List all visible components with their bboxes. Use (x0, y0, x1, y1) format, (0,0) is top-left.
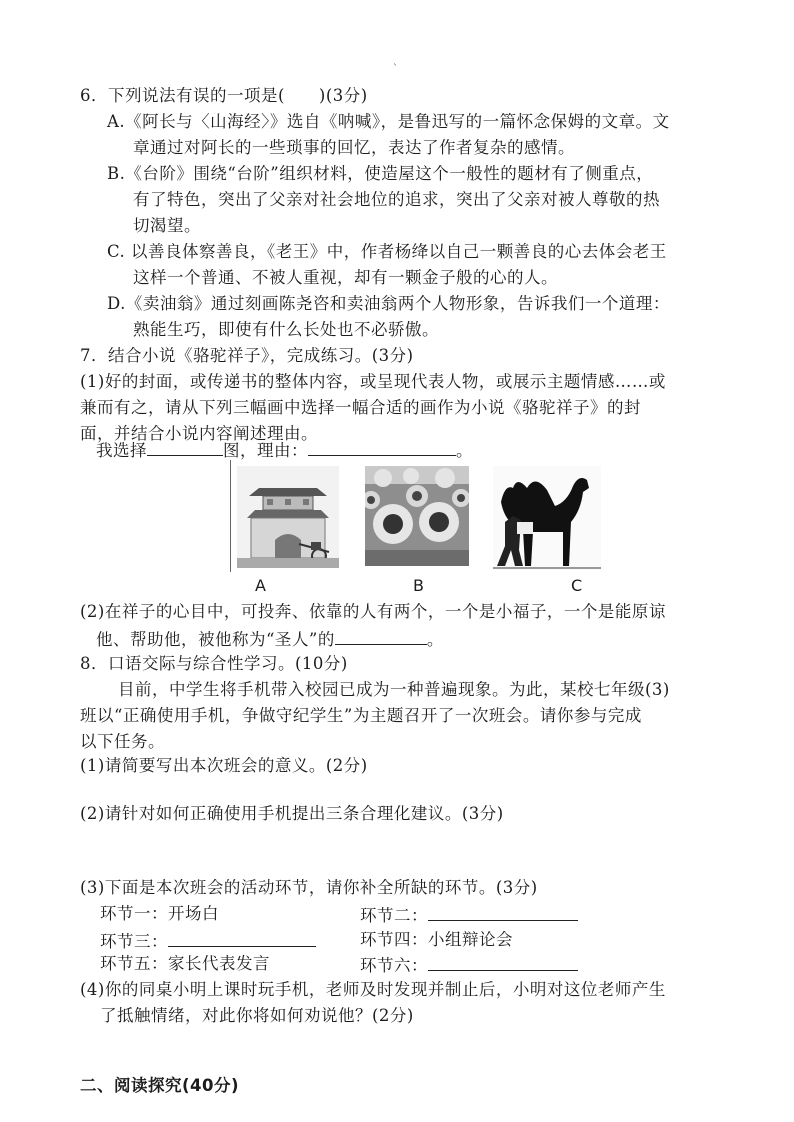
q8-intro-line2: 班以“正确使用手机，争做守纪学生”为主题召开了一次班会。请你参与完成 (80, 706, 642, 725)
q8-intro-line1: 目前，中学生将手机带入校园已成为一种普遍现象。为此，某校七年级(3) (118, 680, 670, 699)
stray-mark: ` (393, 64, 398, 75)
link-5 (100, 952, 270, 976)
picture-label-c: C (571, 576, 583, 595)
q6-option-a-line2: 章通过对阿长的一些琐事的回忆，表达了作者复杂的感情。 (133, 138, 575, 157)
q7-part2-prefix: 他、帮助他，被他称为“圣人”的 (96, 630, 335, 649)
link-1-label: 环节一： (100, 904, 168, 923)
q6-option-b-line2: 有了特色，突出了父亲对社会地位的追求，突出了父亲对被人尊敬的热 (133, 190, 660, 209)
link-5-label: 环节五： (100, 954, 168, 973)
city-gate-rickshaw-picture (237, 466, 339, 568)
link-6-blank[interactable] (428, 952, 578, 971)
link-4 (360, 928, 513, 952)
q6-stem: 6．下列说法有误的一项是( )(3分) (80, 86, 368, 105)
link-1 (100, 902, 219, 926)
link-3 (100, 928, 316, 954)
q7-choose-end: 。 (456, 441, 473, 460)
q7-stem: 7．结合小说《骆驼祥子》，完成练习。(3分) (80, 346, 414, 365)
q8-sub2: (2)请针对如何正确使用手机提出三条合理化建议。(3分) (80, 804, 504, 823)
q8-intro-line3: 以下任务。 (80, 732, 165, 751)
q6-option-a-line1: A.《阿长与〈山海经〉》选自《呐喊》，是鲁迅写的一篇怀念保姆的文章。文 (107, 112, 670, 131)
q6-option-d-line2: 熟能生巧，即使有什么长处也不必骄傲。 (133, 320, 439, 339)
q6-option-d-line1: D.《卖油翁》通过刻画陈尧咨和卖油翁两个人物形象，告诉我们一个道理： (107, 294, 670, 313)
sunflowers-picture (365, 466, 469, 566)
link-3-label: 环节三： (100, 932, 168, 951)
q7-saint-blank[interactable] (335, 626, 427, 645)
q6-option-c-line1: C. 以善良体察善良，《老王》中，作者杨绛以自己一颗善良的心去体会老王 (107, 242, 667, 261)
q7-part1-line3: 面，并结合小说内容阐述理由。 (80, 424, 318, 443)
q8-sub4-line2: 了抵触情绪，对此你将如何劝说他？(2分) (100, 1006, 414, 1025)
link-2-blank[interactable] (428, 902, 578, 921)
link-2 (360, 902, 578, 928)
cover-options-figure (230, 460, 603, 572)
q7-part2-line1: (2)在祥子的心目中，可投奔、依靠的人有两个，一个是小福子，一个是能原谅 (80, 602, 666, 621)
q8-stem: 8．口语交际与综合性学习。(10分) (80, 654, 348, 673)
q7-part2-line2 (96, 626, 444, 652)
q8-sub4-line1: (4)你的同桌小明上课时玩手机，老师及时发现并制止后，小明对这位老师产生 (80, 980, 666, 999)
link-1-value: 开场白 (168, 904, 219, 923)
section-2-title: 二、阅读探究(40分) (80, 1076, 240, 1095)
q8-sub3: (3)下面是本次班会的活动环节，请你补全所缺的环节。(3分) (80, 878, 538, 897)
q7-part1-line1: (1)好的封面，或传递书的整体内容，或呈现代表人物，或展示主题情感……或 (80, 372, 666, 391)
q7-reason-blank[interactable] (308, 437, 456, 456)
q7-part2-end: 。 (426, 630, 444, 649)
q6-option-b-line1: B.《台阶》围绕“台阶”组织材料，使造屋这个一般性的题材有了侧重点， (107, 164, 654, 183)
picture-label-a: A (255, 576, 266, 595)
link-6-label: 环节六： (360, 956, 428, 975)
q8-sub1: (1)请简要写出本次班会的意义。(2分) (80, 756, 368, 775)
q6-option-c-line2: 这样一个普通、不被人重视，却有一颗金子般的心的人。 (133, 268, 558, 287)
link-4-value: 小组辩论会 (428, 930, 513, 949)
picture-label-b: B (413, 576, 424, 595)
q7-choice-blank[interactable] (147, 437, 223, 456)
q7-choose-prefix: 我选择 (96, 441, 147, 460)
q7-choose-mid: 图，理由： (223, 441, 308, 460)
link-4-label: 环节四： (360, 930, 428, 949)
camel-silhouette-picture (493, 466, 601, 570)
q6-option-b-line3: 切渴望。 (133, 216, 201, 235)
link-6 (360, 952, 578, 978)
link-5-value: 家长代表发言 (168, 954, 270, 973)
q7-part1-line2: 兼而有之，请从下列三幅画中选择一幅合适的画作为小说《骆驼祥子》的封 (80, 398, 641, 417)
link-2-label: 环节二： (360, 906, 428, 925)
link-3-blank[interactable] (168, 928, 316, 947)
